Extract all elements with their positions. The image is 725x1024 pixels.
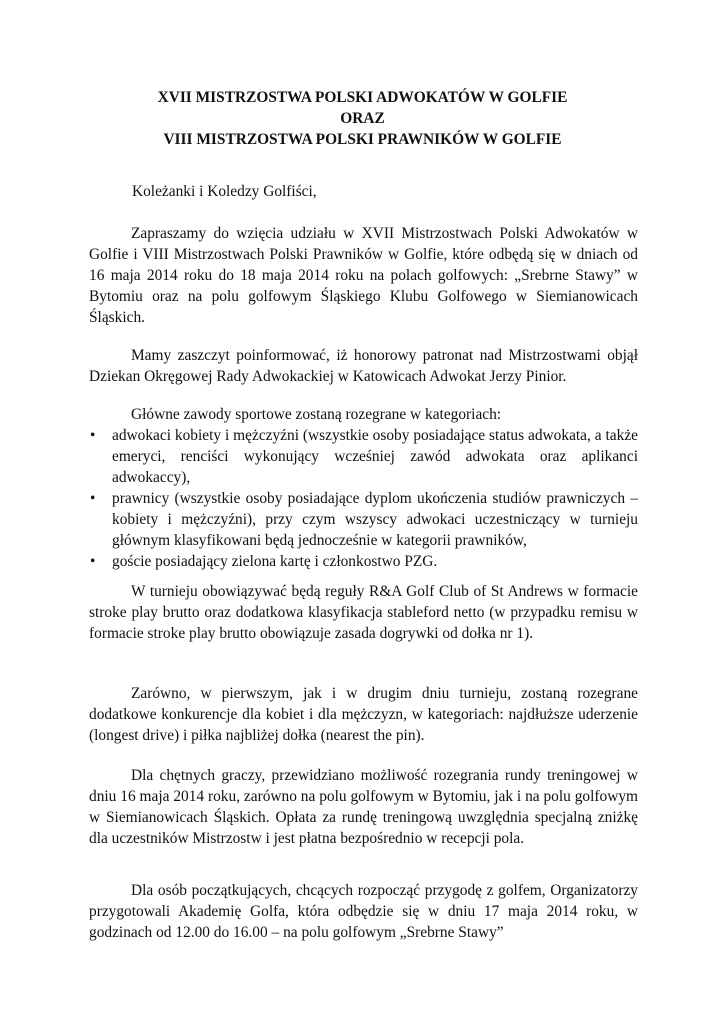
bullet-icon: •: [90, 490, 96, 507]
list-item: [89, 551, 638, 572]
title-line-1: XVII MISTRZOSTWA POLSKI ADWOKATÓW W GOLFIE: [157, 89, 568, 106]
list-item-text: goście posiadający zielona kartę i członkostwo PZG.: [112, 553, 438, 570]
list-item: [89, 425, 638, 488]
paragraph-invitation: Zapraszamy do wzięcia udziału w XVII Mistrzostwach Polski Adwokatów w Golfie i VIII Mistrzostwach Polski Prawników w Golfie, które odbędą się w dniach od 16 maja 2014 roku do 18 maja 2014 roku na polach golfowych: „Srebrne Stawy” w Bytomiu oraz na polu golfowym Śląskiego Klubu Golfowego w Siemianowicach Śląskich.: [89, 225, 638, 326]
bullet-icon: •: [90, 553, 96, 570]
title-line-3: VIII MISTRZOSTWA POLSKI PRAWNIKÓW W GOLFIE: [163, 131, 562, 148]
list-item: [89, 488, 638, 551]
paragraph-extra-competitions: Zarówno, w pierwszym, jak i w drugim dniu turnieju, zostaną rozegrane dodatkowe konkurencje dla kobiet i dla mężczyzn, w kategoriach: najdłuższe uderzenie (longest drive) i piłka najbliżej dołka (nearest the pin).: [89, 685, 638, 744]
paragraph-rules: W turnieju obowiązywać będą reguły R&A Golf Club of St Andrews w formacie stroke play brutto oraz dodatkowa klasyfikacja stableford netto (w przypadku remisu w formacie stroke play brutto obowiązuje zasada dogrywki od dołka nr 1).: [89, 583, 638, 642]
list-item-text: adwokaci kobiety i mężczyźni (wszystkie osoby posiadające status adwokata, a także emeryci, renciści wykonujący wcześniej zawód adwokata oraz aplikanci adwokaccy),: [112, 427, 638, 486]
paragraph-beginners: Dla osób początkujących, chcących rozpocząć przygodę z golfem, Organizatorzy przygotowali Akademię Golfa, która odbędzie się w dniu 17 maja 2014 roku, w godzinach od 12.00 do 16.00 – na polu golfowym „Srebrne Stawy”: [89, 882, 638, 941]
categories-list: [89, 425, 638, 572]
bullet-icon: •: [90, 427, 96, 444]
paragraph-patronage: Mamy zaszczyt poinformować, iż honorowy patronat nad Mistrzostwami objął Dziekan Okręgowej Rady Adwokackiej w Katowicach Adwokat Jerzy Pinior.: [89, 347, 638, 385]
paragraph-training: Dla chętnych graczy, przewidziano możliwość rozegrania rundy treningowej w dniu 16 maja 2014 roku, zarówno na polu golfowym w Bytomiu, jak i na polu golfowym w Siemianowicach Śląskich. Opłata za rundę treningową uwzględnia specjalną zniżkę dla uczestników Mistrzostw i jest płatna bezpośrednio w recepcji pola.: [89, 767, 638, 847]
title-line-2: ORAZ: [340, 110, 385, 127]
salutation: Koleżanki i Koledzy Golfiści,: [132, 183, 317, 200]
list-item-text: prawnicy (wszystkie osoby posiadające dyplom ukończenia studiów prawniczych – kobiety i mężczyźni), przy czym wszyscy adwokaci uczestniczący w turnieju głównym klasyfikowani będą jednocześnie w kategorii prawników,: [112, 490, 638, 549]
paragraph-categories-intro: Główne zawody sportowe zostaną rozegrane w kategoriach:: [131, 406, 502, 423]
document-title: [90, 87, 635, 150]
